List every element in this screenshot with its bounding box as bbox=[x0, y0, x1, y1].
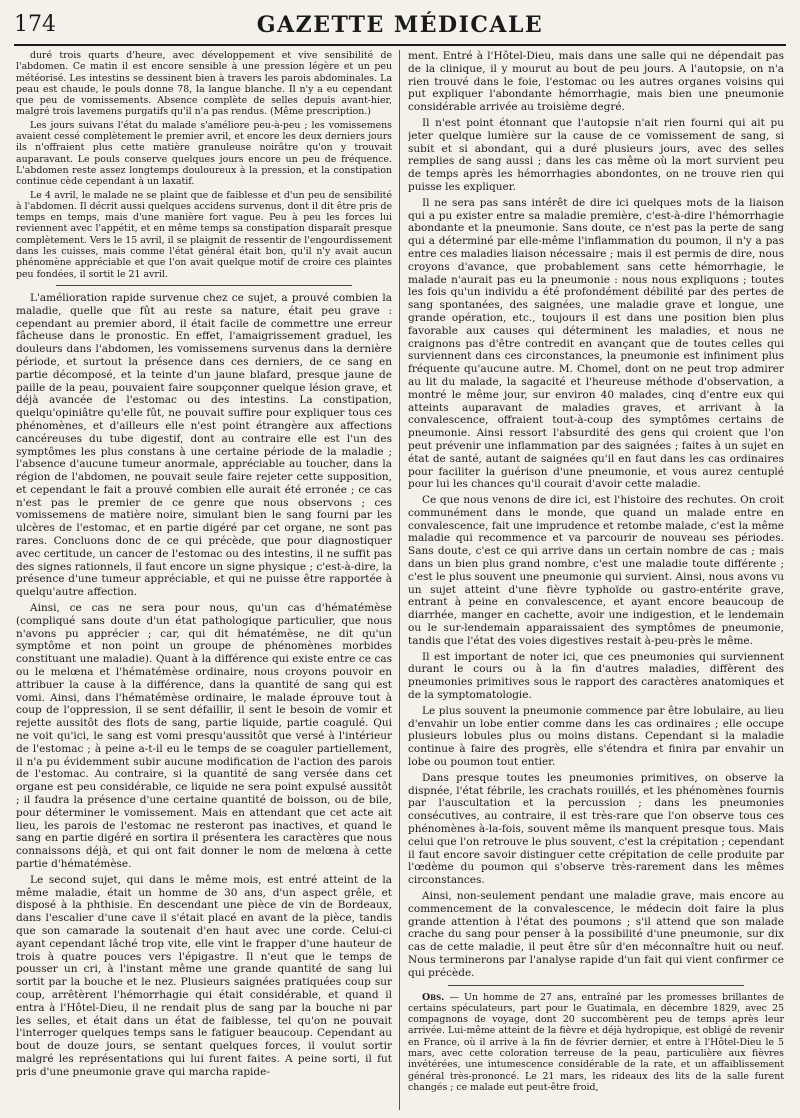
case-note-paragraph: Les jours suivans l'état du malade s'améliore peu-à-peu ; les vomissemens avaient cessé complètement le premier avril, et encore les deux derniers jours ils n'offraient plus cette matière granuleuse noirâtre qu'on y trouvait auparavant. Le pouls conserve quelques jours encore un peu de fréquence. L'abdomen reste assez longtemps douloureux à la pression, et la constipation continue cède cependant à un laxatif. bbox=[16, 119, 392, 188]
body-paragraph: Ainsi, ce cas ne sera pour nous, qu'un cas d'hématémèse (compliqué sans doute d'un état pathologique particulier, que nous n'avons pu apprécier ; car, qui dit hématémèse, ne dit qu'un symptôme et non point un groupe de phénomènes morbides constituant une maladie). Quant à la différence qui existe entre ce cas ou le melœna et l'hématémèse ordinaire, nous croyons pouvoir en attribuer la cause à la différence, dans la quantité de sang qui est vomi. Ainsi, dans l'hématémèse ordinaire, le malade éprouve tout à coup de l'oppression, il se sent défaillir, il sent le besoin de vomir et rejette aussitôt des flots de sang, partie liquide, partie coagulé. Qui ne voit qu'ici, le sang est vomi presqu'aussitôt que versé à l'intérieur de l'estomac ; à peine a-t-il eu le temps de se coaguler partiellement, il n'a pu évidemment subir aucune modification de l'action des parois de l'estomac. Au contraire, si la quantité de sang versée dans cet organe est peu considérable, ce liquide ne sera point expulsé aussitôt ; il faudra la présence d'une certaine quantité de boisson, ou de bile, pour déterminer le vomissement. Mais en attendant que cet acte ait lieu, les parois de l'estomac ne resteront pas inactives, et quand le sang en partie digéré en sortira il présentera les caractères que nous connaissons déjà, et qui ont fait donner le nom de melœna à cette partie d'hématémèse. bbox=[16, 602, 392, 870]
case-note-paragraph: duré trois quarts d'heure, avec développement et vive sensibilité de l'abdomen. Ce matin il est encore sensible à une pression légère et un peu météorisé. Les intestins se dessinent bien à travers les parois abdominales. La peau est chaude, le pouls donne 78, la langue blanche. Il n'y a eu cependant que peu de vomissements. Absence complète de selles depuis avant-hier, malgré trois lavemens purgatifs qu'il n'a pas rendus. (Même prescription.) bbox=[16, 50, 392, 118]
observation-text: — Un homme de 27 ans, entraîné par les promesses brillantes de certains spéculateurs, part pour le Guatimala, en décembre 1829, avec 25 compagnons de voyage, dont 20 succombèrent peu de temps après leur arrivée. Lui-même atteint de la fièvre et déjà hydropique, est obligé de revenir en France, où il arrive à la fin de février dernier, et entre à l'Hôtel-Dieu le 5 mars, avec cette coloration terreuse de la peau, particulière aux fièvres invétérées, une intumescence considérable de la rate, et un affaiblissement général très-prononcé. Le 21 mars, les rideaux des lits de la salle furent changés ; ce malade eut peut-être froid, bbox=[408, 991, 784, 1093]
right-column bbox=[408, 50, 784, 1110]
page-number: 174 bbox=[14, 12, 56, 37]
observation-paragraph bbox=[408, 992, 784, 1094]
body-paragraph: Le second sujet, qui dans le même mois, est entré atteint de la même maladie, était un homme de 30 ans, d'un aspect grêle, et disposé à la phthisie. En descendant une pièce de vin de Bordeaux, dans l'escalier d'une cave il s'était placé en avant de la pièce, tandis que son camarade la soutenait d'en haut avec une corde. Celui-ci ayant cependant lâché trop vite, elle vint le frapper d'une hauteur de trois à quatre pouces vers l'épigastre. Il n'eut que le temps de pousser un cri, à l'instant même une grande quantité de sang lui sortit par la bouche et le nez. Plusieurs saignées pratiquées coup sur coup, arrêtèrent l'hémorrhagie qui était considérable, et quand il entra à l'Hôtel-Dieu, il ne rendait plus de sang par la bouche ni par les selles, et était dans un état de faiblesse, tel qu'on ne pouvait l'interroger quelques temps sans le fatiguer beaucoup. Cependant au bout de douze jours, se sentant quelques forces, il voulut sortir malgré les représentations qui lui furent faites. A peine sorti, il fut pris d'une pneumonie grave qui marcha rapide- bbox=[16, 873, 392, 1078]
case-note-paragraph: Le 4 avril, le malade ne se plaint que de faiblesse et d'un peu de sensibilité à l'abdomen. Il décrit aussi quelques accidens survenus, dont il dit être pris de temps en temps, mais d'une manière fort vague. Peu à peu les forces lui reviennent avec l'appétit, et en même temps sa constipation disparaît presque complètement. Vers le 15 avril, il se plaignit de ressentir de l'engourdissement dans les cuisses, mais comme l'état général était bon, qu'il n'y avait aucun phénomène appréciable et que l'on avait quelque motif de croire ces plaintes peu fondées, il sortit le 21 avril. bbox=[16, 189, 392, 280]
observation-label: Obs. bbox=[422, 991, 445, 1003]
body-paragraph: L'amélioration rapide survenue chez ce sujet, a prouvé combien la maladie, quelle que fût au reste sa nature, était peu grave : cependant au premier abord, il était facile de commettre une erreur fâcheuse dans le pronostic. En effet, l'amaigrissement graduel, les douleurs dans l'abdomen, les vomissemens survenus dans la dernière période, et surtout la présence dans ces derniers, de ce sang en partie décomposé, et la teinte d'un jaune blafard, presque jaune de paille de la peau, pouvaient faire soupçonner quelque lésion grave, et déjà avancée de l'estomac ou des intestins. La constipation, quelqu'opiniâtre qu'elle fût, ne pouvait suffire pour expliquer tous ces phénomènes, et d'ailleurs elle n'est point étrangère aux affections cancéreuses du tube digestif, dont au contraire elle est l'un des symptômes les plus constans à une certaine période de la maladie ; l'absence d'aucune tumeur anormale, appréciable au toucher, dans la région de l'abdomen, ne pouvait seule faire rejeter cette supposition, et cependant le fait a prouvé combien elle aurait été erronée ; ce cas n'est pas le premier de ce genre que nous observons ; ces vomissemens de matière noire, simulant bien le sang fourni par les ulcères de l'estomac, et en partie digéré par cet organe, ne sont pas rares. Concluons donc de ce qui précède, que pour diagnostiquer avec certitude, un cancer de l'estomac ou des intestins, il ne suffit pas des signes rationnels, il faut encore un signe physique ; c'est-à-dire, la présence d'une tumeur appréciable, et qui ne puisse être rapportée à quelqu'autre affection. bbox=[16, 291, 392, 599]
header-rule bbox=[14, 44, 786, 46]
body-paragraph: Le plus souvent la pneumonie commence par être lobulaire, au lieu d'envahir un lobe entier comme dans les cas ordinaires ; elle occupe plusieurs lobules plus ou moins distans. Cependant si la maladie continue à faire des progrès, elle s'étendra et finira par envahir un lobe ou poumon tout entier. bbox=[408, 704, 784, 769]
page-header bbox=[14, 8, 786, 44]
body-paragraph: Ainsi, non-seulement pendant une maladie grave, mais encore au commencement de la convalescence, le médecin doit faire la plus grande attention à l'état des poumons ; s'il attend que son malade crache du sang pour penser à la possibilité d'une pneumonie, sur dix cas de cette maladie, il peut être sûr d'en méconnaître huit ou neuf. Nous terminerons par l'analyse rapide d'un fait qui vient confirmer ce qui précède. bbox=[408, 890, 784, 979]
section-separator bbox=[56, 285, 352, 286]
body-paragraph: ment. Entré à l'Hôtel-Dieu, mais dans une salle qui ne dépendait pas de la clinique, il y mourut au bout de peu jours. A l'autopsie, on n'a rien trouvé dans le foie, l'estomac ou les autres organes voisins qui put expliquer l'abondante hémorrhagie, mais bien une pneumonie considérable arrivée au troisième degré. bbox=[408, 50, 784, 114]
body-paragraph: Il ne sera pas sans intérêt de dire ici quelques mots de la liaison qui a pu exister entre sa maladie première, c'est-à-dire l'hémorrhagie abondante et la pneumonie. Sans doute, ce n'est pas la perte de sang qui a déterminé par elle-même l'inflammation du poumon, il n'y a pas entre ces maladies liaison nécessaire ; mais il est permis de dire, nous croyons d'avance, que probablement sans cette hémorrhagie, le malade n'aurait pas eu la pneumonie : nous nous expliquons ; toutes les fois qu'un individu a été profondément débilité par des pertes de sang spontanées, des saignées, une maladie grave et longue, une grande opération, etc., toujours il est dans une position bien plus favorable aux causes qui déterminent les maladies, et nous ne craignons pas d'être contredit en avançant que de toutes celles qui surviennent dans ces circonstances, la pneumonie est infiniment plus fréquente qu'aucune autre. M. Chomel, dont on ne peut trop admirer au lit du malade, la sagacité et l'heureuse méthode d'observation, a montré le même jour, sur environ 40 malades, cinq d'entre eux qui atteints auparavant de maladies graves, et arrivant à la convalescence, offraient tout-à-coup des symptômes certains de pneumonie. Ainsi ressort l'absurdité des gens qui croient que l'on peut prévenir une inflammation par des saignées ; faites à un sujet en état de santé, autant de saignées qu'il en faut dans les cas ordinaires pour faciliter la guérison d'une pneumonie, et vous aurez centuplé pour lui les chances qu'il courait d'avoir cette maladie. bbox=[408, 196, 784, 491]
column-divider bbox=[399, 50, 400, 1110]
body-paragraph: Ce que nous venons de dire ici, est l'histoire des rechutes. On croit communément dans le monde, que quand un malade entre en convalescence, fait une imprudence et retombe malade, c'est la même maladie qui recommence et va parcourir de nouveau ses périodes. Sans doute, c'est ce qui arrive dans un certain nombre de cas ; mais dans un bien plus grand nombre, c'est une maladie toute différente ; c'est le plus souvent une pneumonie qui survient. Ainsi, nous avons vu un sujet atteint d'une fièvre typhoïde ou gastro-entérite grave, entrant à peine en convalescence, et ayant encore beaucoup de diarrhée, manger en cachette, avoir une indigestion, et le lendemain ou le sur-lendemain apparaissaient des symptômes de pneumonie, tandis que l'état des voies digestives restait à-peu-près le même. bbox=[408, 494, 784, 647]
body-paragraph: Dans presque toutes les pneumonies primitives, on observe la dispnée, l'état fébrile, les crachats rouillés, et les phénomènes fournis par l'auscultation et la percussion ; dans les pneumonies consécutives, au contraire, il est très-rare que l'on observe tous ces phénomènes à-la-fois, souvent même ils manquent presque tous. Mais celui que l'on retrouve le plus souvent, c'est la crépitation ; cependant il faut encore savoir distinguer cette crépitation de celle produite par l'œdème du poumon qui s'observe très-rarement dans les mêmes circonstances. bbox=[408, 771, 784, 887]
running-title: GAZETTE MÉDICALE bbox=[256, 12, 544, 38]
section-separator bbox=[448, 985, 744, 986]
body-paragraph: Il est important de noter ici, que ces pneumonies qui surviennent durant le cours ou à la fin d'autres maladies, diffèrent des pneumonies primitives sous le rapport des caractères anatomiques et de la symptomatologie. bbox=[408, 650, 784, 702]
body-paragraph: Il n'est point étonnant que l'autopsie n'ait rien fourni qui ait pu jeter quelque lumière sur la cause de ce vomissement de sang, si subit et si abondant, qui a duré plusieurs jours, avec des selles remplies de sang aussi ; dans les cas même où la mort survient peu de temps après les hémorrhagies abondontes, on ne trouve rien qui puisse les expliquer. bbox=[408, 116, 784, 193]
left-column bbox=[16, 50, 392, 1110]
